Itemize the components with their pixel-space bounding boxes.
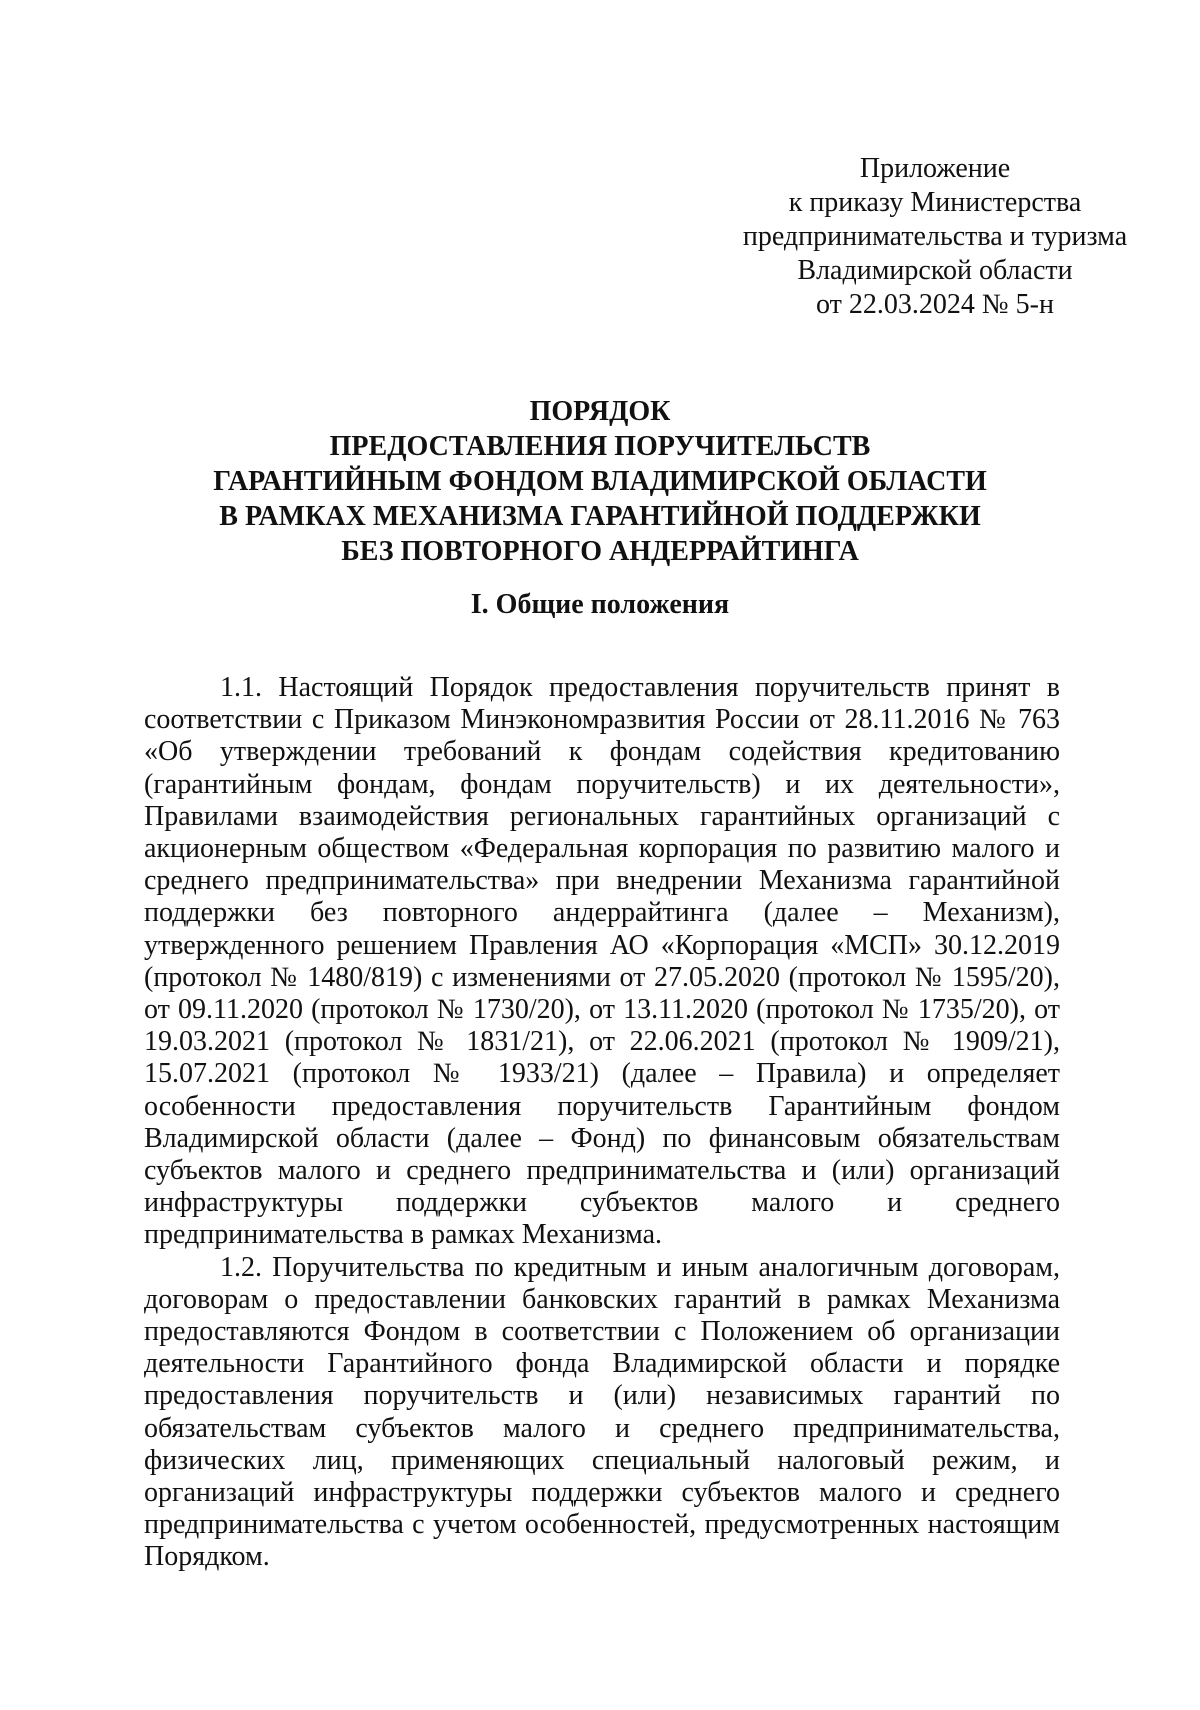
title-line: В РАМКАХ МЕХАНИЗМА ГАРАНТИЙНОЙ ПОДДЕРЖКИ	[219, 501, 981, 532]
appendix-line: Приложение	[859, 153, 1011, 184]
title-line: БЕЗ ПОВТОРНОГО АНДЕРРАЙТИНГА	[341, 536, 859, 567]
section-heading: I. Общие положения	[470, 589, 730, 620]
document-title	[150, 394, 1050, 569]
section-body	[144, 672, 1060, 1574]
title-line: ПОРЯДОК	[529, 396, 671, 427]
paragraph: 1.1. Настоящий Порядок предоставления поручительств принят в соответствии с Приказом Минэкономразвития России от 28.11.2016 № 763 «Об утверждении требований к фондам содействия кредитованию (гарантийным фондам, фондам поручительств) и их деятельности», Правилами взаимодействия региональных гарантийных организаций с акционерным обществом «Федеральная корпорация по развитию малого и среднего предпринимательства» при внедрении Механизма гарантийной поддержки без повторного андеррайтинга (далее – Механизм), утвержденного решением Правления АО «Корпорация «МСП» 30.12.2019 (протокол № 1480/819) с изменениями от 27.05.2020 (протокол № 1595/20), от 09.11.2020 (протокол № 1730/20), от 13.11.2020 (протокол № 1735/20), от 19.03.2021 (протокол № 1831/21), от 22.06.2021 (протокол № 1909/21), 15.07.2021 (протокол № 1933/21) (далее – Правила) и определяет особенности предоставления поручительств Гарантийным фондом Владимирской области (далее – Фонд) по финансовым обязательствам субъектов малого и среднего предпринимательства и (или) организаций инфраструктуры поддержки субъектов малого и среднего предпринимательства в рамках Механизма.	[144, 672, 1060, 1251]
appendix-line: от 22.03.2024 № 5-н	[816, 289, 1054, 320]
appendix-line: Владимирской области	[797, 255, 1073, 286]
appendix-line: предпринимательства и туризма	[742, 221, 1128, 252]
title-line: ПРЕДОСТАВЛЕНИЯ ПОРУЧИТЕЛЬСТВ	[329, 431, 871, 462]
title-line: ГАРАНТИЙНЫМ ФОНДОМ ВЛАДИМИРСКОЙ ОБЛАСТИ	[213, 466, 987, 497]
paragraph: 1.2. Поручительства по кредитным и иным аналогичным договорам, договорам о предоставлении банковских гарантий в рамках Механизма предоставляются Фондом в соответствии с Положением об организации деятельности Гарантийного фонда Владимирской области и порядке предоставления поручительств и (или) независимых гарантий по обязательствам субъектов малого и среднего предпринимательства, физических лиц, применяющих специальный налоговый режим, и организаций инфраструктуры поддержки субъектов малого и среднего предпринимательства с учетом особенностей, предусмотренных настоящим Порядком.	[144, 1251, 1060, 1573]
appendix-block	[720, 152, 1150, 322]
appendix-line: к приказу Министерства	[788, 187, 1082, 218]
